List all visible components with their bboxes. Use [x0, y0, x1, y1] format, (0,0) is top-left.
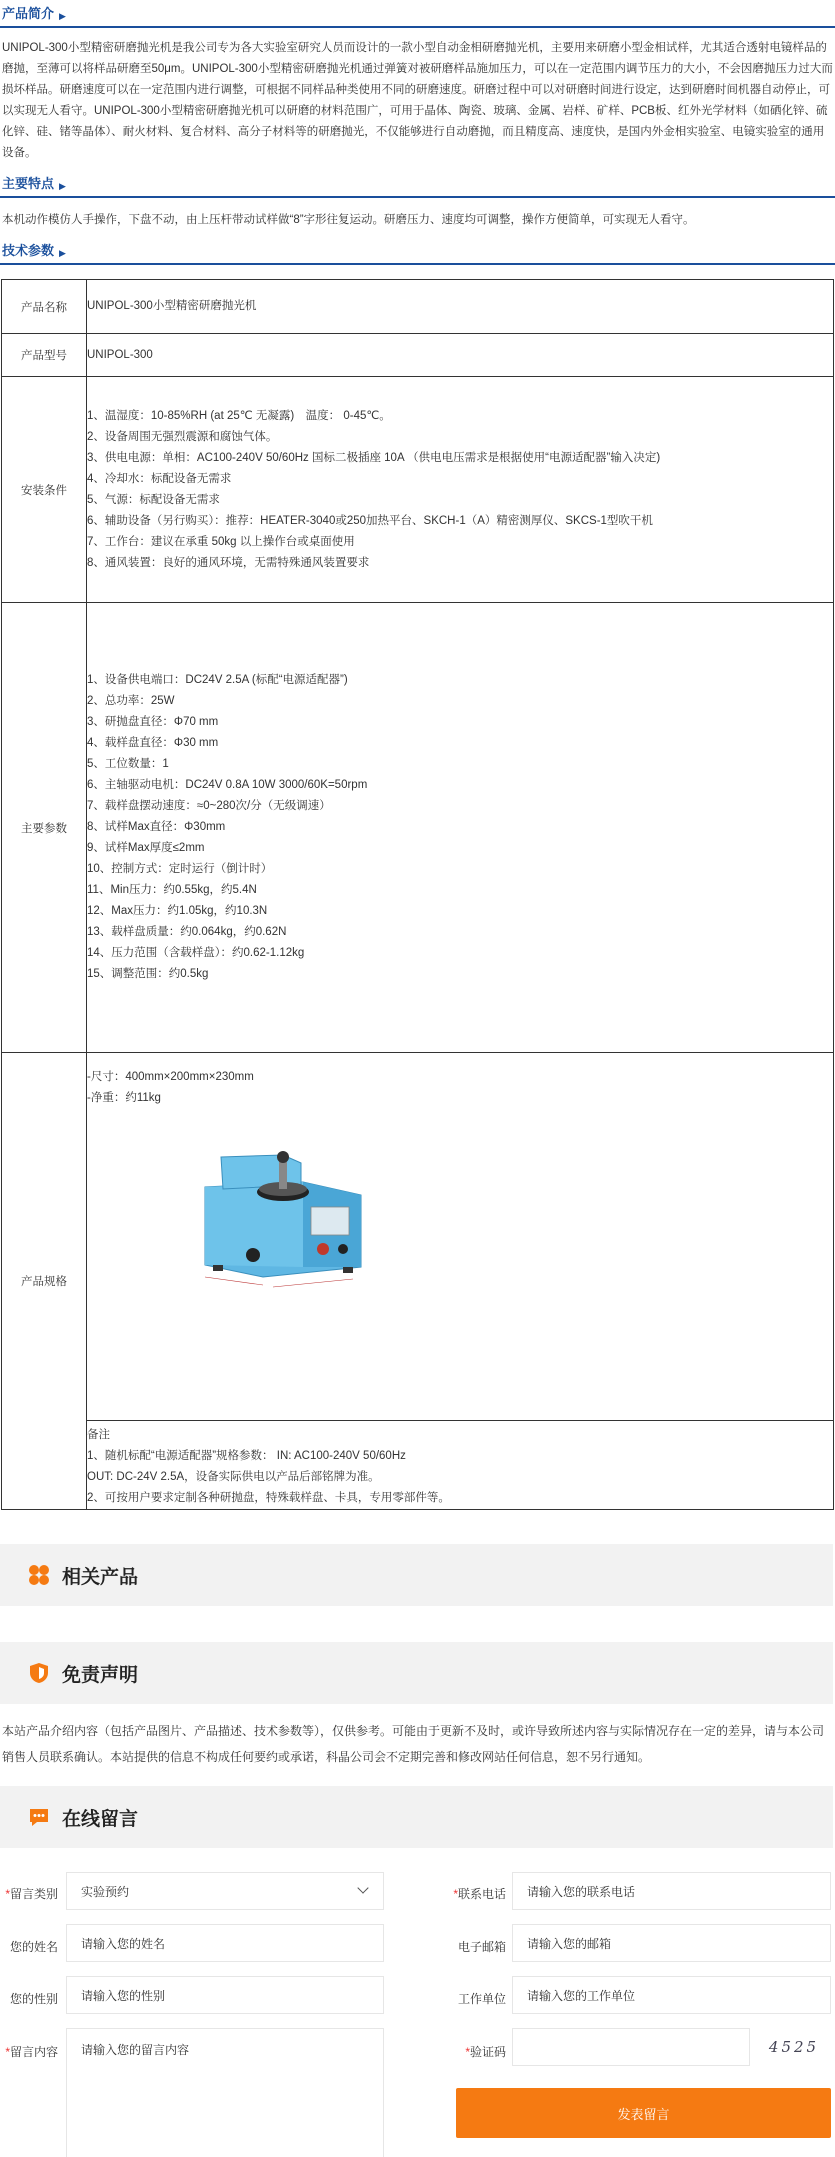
install-conditions	[87, 377, 834, 603]
disclaimer-text: 本站产品介绍内容（包括产品图片、产品描述、技术参数等），仅供参考。可能由于更新不及时，或许导致所述内容与实际情况存在一定的差异，请与本公司销售人员联系确认。本站提供的信息不构成任何要约或承诺，科晶公司会不定期完善和修改网站任何信息，恕不另行通知。	[2, 1724, 825, 1764]
spec-key: 产品名称	[2, 280, 87, 334]
email-placeholder: 请输入您的邮箱	[527, 1936, 612, 1951]
table-row	[2, 1421, 834, 1510]
name-label: 您的姓名	[9, 1940, 58, 1954]
list-item: 5、气源：标配设备无需求	[87, 493, 220, 506]
phone-label: *联系电话	[453, 1887, 506, 1901]
category-value: 实验预约	[81, 1884, 130, 1899]
features-text: 本机动作模仿人手操作，下盘不动，由上压杆带动试样做“8”字形往复运动。研磨压力、速度均可调整，操作方便简单，可实现无人看守。	[2, 214, 695, 226]
features-section-header	[0, 168, 835, 198]
message-title: 在线留言	[62, 1808, 139, 1830]
content-placeholder: 请输入您的留言内容	[81, 2043, 190, 2057]
captcha-label: *验证码	[465, 2045, 506, 2059]
content-textarea[interactable]	[66, 2028, 384, 2157]
spec-key: 产品型号	[2, 334, 87, 377]
captcha-input[interactable]	[512, 2028, 750, 2066]
gender-label: 您的性别	[9, 1992, 58, 2006]
list-item: 8、通风装置：良好的通风环境，无需特殊通风装置要求	[87, 556, 370, 569]
list-item: 6、主轴驱动电机：DC24V 0.8A 10W 3000/60K=50rpm	[87, 779, 368, 791]
list-item: 2、可按用户要求定制各种研抛盘，特殊载样盘、卡具，专用零部件等。	[87, 1492, 450, 1504]
triangle-right-icon: ▶	[59, 11, 66, 21]
features-title: 主要特点	[2, 176, 55, 191]
list-item: 3、供电电源：单相：AC100-240V 50/60Hz 国标二极插座 10A （供电电压需求是根据使用“电源适配器”输入决定)	[87, 451, 661, 464]
spec-table	[1, 279, 834, 1510]
shield-icon	[28, 1662, 50, 1684]
gender-input[interactable]	[66, 1976, 384, 2014]
disclaimer-header	[0, 1642, 833, 1704]
name-input[interactable]	[66, 1924, 384, 1962]
submit-button[interactable]: 发表留言	[456, 2088, 831, 2138]
name-placeholder: 请输入您的姓名	[81, 1936, 166, 1951]
product-size	[87, 1053, 834, 1421]
specs-section-header	[0, 235, 835, 265]
spec-key: 主要参数	[2, 603, 87, 1053]
captcha-image[interactable]: 4525	[768, 2038, 820, 2056]
intro-title: 产品简介	[2, 6, 55, 21]
content-label: *留言内容	[5, 2045, 58, 2059]
email-input[interactable]	[512, 1924, 831, 1962]
email-label: 电子邮箱	[457, 1940, 506, 1954]
specs-title: 技术参数	[2, 243, 55, 258]
list-item: 13、载样盘质量：约0.064kg，约0.62N	[87, 926, 287, 938]
intro-text: UNIPOL-300小型精密研磨抛光机是我公司专为各大实验室研究人员而设计的一款小型自动金相研磨抛光机，主要用来研磨小型金相试样，尤其适合透射电镜样品的磨抛，至薄可以将样品研磨至50μm。UNIPOL-300小型精密研磨抛光机通过弹簧对被研磨样品施加压力，可以在一定范围内调节压力的大小，不会因磨抛压力过大而损坏样品。研磨速度可以在一定范围内进行调整，可根据不同样品种类使用不同的研磨速度。研磨过程中可以对研磨时间进行设定，达到研磨时间机器自动停止，可以实现无人看守。UNIPOL-300小型精密研磨抛光机可以研磨的材料范围广，可用于晶体、陶瓷、玻璃、金属、岩样、矿样、PCB板、红外光学材料（如硒化锌、硫化锌、硅、锗等晶体）、耐火材料、复合材料、高分子材料等的研磨抛光，不仅能够进行自动磨抛，而且精度高、速度快，是国内外金相实验室、电镜实验室的通用设备。	[2, 42, 833, 159]
list-item: 7、载样盘摆动速度：≈0~280次/分（无级调速）	[87, 800, 331, 812]
product-image	[183, 1127, 383, 1297]
list-item: 7、工作台：建议在承重 50kg 以上操作台或桌面使用	[87, 535, 355, 548]
company-label: 工作单位	[457, 1992, 506, 2006]
related-title: 相关产品	[62, 1566, 139, 1588]
list-item: 5、工位数量：1	[87, 758, 169, 770]
table-row	[2, 377, 834, 603]
list-item: 1、随机标配“电源适配器”规格参数： IN: AC100-240V 50/60Hz	[87, 1450, 406, 1462]
list-item: OUT: DC-24V 2.5A，设备实际供电以产品后部铭牌为准。	[87, 1471, 380, 1483]
company-input[interactable]	[512, 1976, 831, 2014]
list-item: 9、试样Max厚度≤2mm	[87, 842, 205, 854]
category-select[interactable]	[66, 1872, 384, 1910]
list-item: 3、研抛盘直径：Φ70 mm	[87, 716, 219, 728]
spec-key: 产品规格	[2, 1053, 87, 1510]
related-products-header	[0, 1544, 833, 1606]
message-form	[0, 1848, 835, 2157]
table-row	[2, 603, 834, 1053]
list-item: 1、设备供电端口：DC24V 2.5A (标配“电源适配器”)	[87, 674, 348, 686]
note-block	[87, 1421, 834, 1510]
table-row	[2, 1053, 834, 1421]
list-item: 2、总功率：25W	[87, 695, 175, 707]
list-item: 4、冷却水：标配设备无需求	[87, 472, 232, 485]
polisher-machine-icon	[183, 1127, 383, 1297]
grid-flower-icon	[28, 1564, 50, 1586]
spec-value: UNIPOL-300小型精密研磨抛光机	[87, 280, 834, 334]
message-header	[0, 1786, 833, 1848]
list-item: 4、载样盘直径：Φ30 mm	[87, 737, 219, 749]
chat-bubble-icon	[28, 1806, 50, 1828]
list-item: 10、控制方式：定时运行（倒计时）	[87, 863, 273, 875]
phone-input[interactable]	[512, 1872, 831, 1910]
company-placeholder: 请输入您的工作单位	[527, 1988, 636, 2003]
list-item: 12、Max压力：约1.05kg，约10.3N	[87, 905, 268, 917]
triangle-right-icon: ▶	[59, 181, 66, 191]
list-item: 2、设备周围无强烈震源和腐蚀气体。	[87, 430, 278, 443]
category-label: *留言类别	[5, 1887, 58, 1901]
list-item: -净重：约11kg	[87, 1092, 161, 1104]
spec-value: UNIPOL-300	[87, 334, 834, 377]
gender-placeholder: 请输入您的性别	[81, 1988, 166, 2003]
disclaimer-title: 免责声明	[62, 1664, 139, 1686]
list-item: 1、温湿度：10-85%RH (at 25℃ 无凝露) 温度： 0-45℃。	[87, 409, 391, 422]
table-row	[2, 280, 834, 334]
list-item: 11、Min压力：约0.55kg，约5.4N	[87, 884, 257, 896]
table-row	[2, 334, 834, 377]
intro-section-header	[0, 0, 835, 28]
spec-key: 安装条件	[2, 377, 87, 603]
phone-placeholder: 请输入您的联系电话	[527, 1884, 636, 1899]
note-title: 备注	[87, 1429, 110, 1441]
list-item: 8、试样Max直径：Φ30mm	[87, 821, 226, 833]
main-params	[87, 603, 834, 1053]
triangle-right-icon: ▶	[59, 248, 66, 258]
list-item: -尺寸：400mm×200mm×230mm	[87, 1071, 254, 1083]
list-item: 15、调整范围：约0.5kg	[87, 968, 209, 980]
list-item: 6、辅助设备（另行购买）：推荐：HEATER-3040或250加热平台、SKCH-1（A）精密测厚仪、SKCS-1型吹干机	[87, 514, 653, 527]
list-item: 14、压力范围（含载样盘）：约0.62-1.12kg	[87, 947, 305, 959]
chevron-down-icon	[357, 1882, 368, 1893]
